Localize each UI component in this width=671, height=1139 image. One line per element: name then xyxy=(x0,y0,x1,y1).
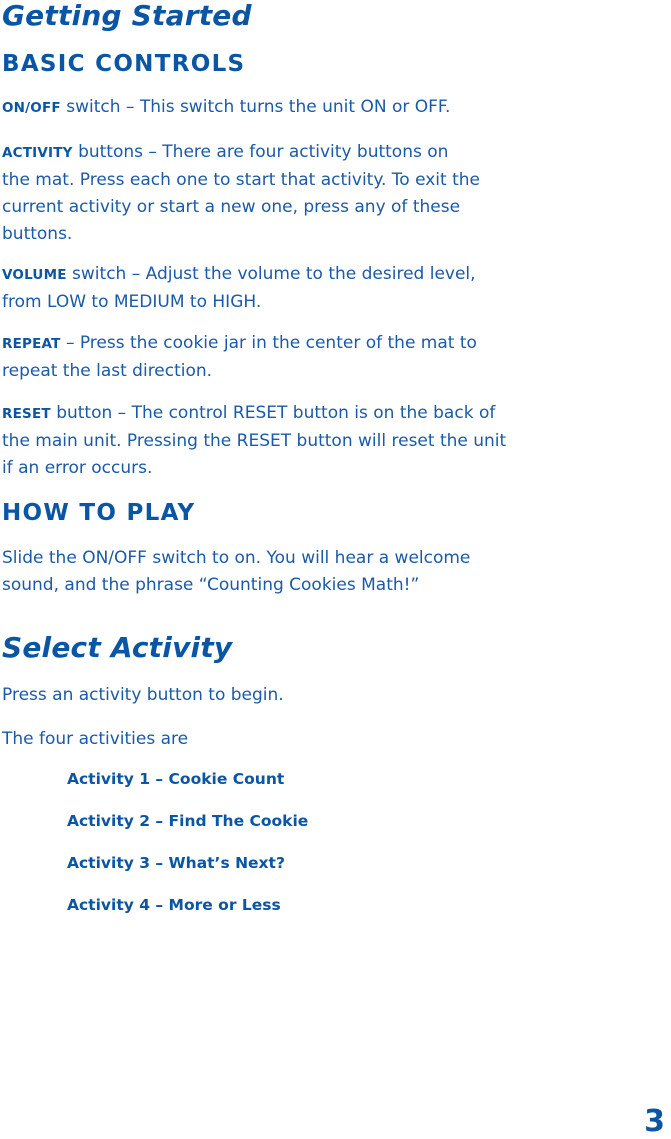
control-description: buttons – There are four activity buttons on xyxy=(78,142,449,162)
control-description: – Press the cookie jar in the center of the mat to xyxy=(65,333,477,353)
control-activity xyxy=(2,139,602,248)
activities-list-intro: The four activities are xyxy=(2,729,189,749)
control-description: the main unit. Pressing the RESET button will reset the unit xyxy=(2,431,507,451)
control-description: the mat. Press each one to start that activity. To exit the xyxy=(2,170,480,190)
page-title: Getting Started xyxy=(2,0,252,32)
how-to-play-line: sound, and the phrase “Counting Cookies Math!” xyxy=(2,575,420,595)
page-number: 3 xyxy=(644,1104,665,1139)
activity-item-4: Activity 4 – More or Less xyxy=(67,896,281,914)
activity-item-2: Activity 2 – Find The Cookie xyxy=(67,812,309,830)
control-repeat xyxy=(2,330,602,385)
control-description: from LOW to MEDIUM to HIGH. xyxy=(2,292,262,312)
control-description: repeat the last direction. xyxy=(2,361,213,381)
how-to-play-line: Slide the ON/OFF switch to on. You will hear a welcome xyxy=(2,548,471,568)
control-on-off xyxy=(2,94,602,122)
activity-item-3: Activity 3 – What’s Next? xyxy=(67,854,285,872)
control-term: VOLUME xyxy=(2,267,67,283)
activity-item-1: Activity 1 – Cookie Count xyxy=(67,770,285,788)
control-description: switch – Adjust the volume to the desired level, xyxy=(72,264,476,284)
control-description: button – The control RESET button is on the back of xyxy=(56,403,496,423)
how-to-play-heading: HOW TO PLAY xyxy=(2,500,196,526)
basic-controls-heading: BASIC CONTROLS xyxy=(2,51,246,77)
select-activity-intro: Press an activity button to begin. xyxy=(2,685,284,705)
control-term: ON/OFF xyxy=(2,100,61,116)
control-description: switch – This switch turns the unit ON or OFF. xyxy=(66,97,451,117)
control-term: ACTIVITY xyxy=(2,145,73,161)
how-to-play-text xyxy=(2,545,602,599)
control-term: RESET xyxy=(2,406,51,422)
control-volume xyxy=(2,261,602,316)
select-activity-heading: Select Activity xyxy=(2,631,233,664)
control-description: buttons. xyxy=(2,224,73,244)
control-term: REPEAT xyxy=(2,336,61,352)
control-description: if an error occurs. xyxy=(2,458,153,478)
control-reset xyxy=(2,400,602,482)
control-description: current activity or start a new one, press any of these xyxy=(2,197,461,217)
